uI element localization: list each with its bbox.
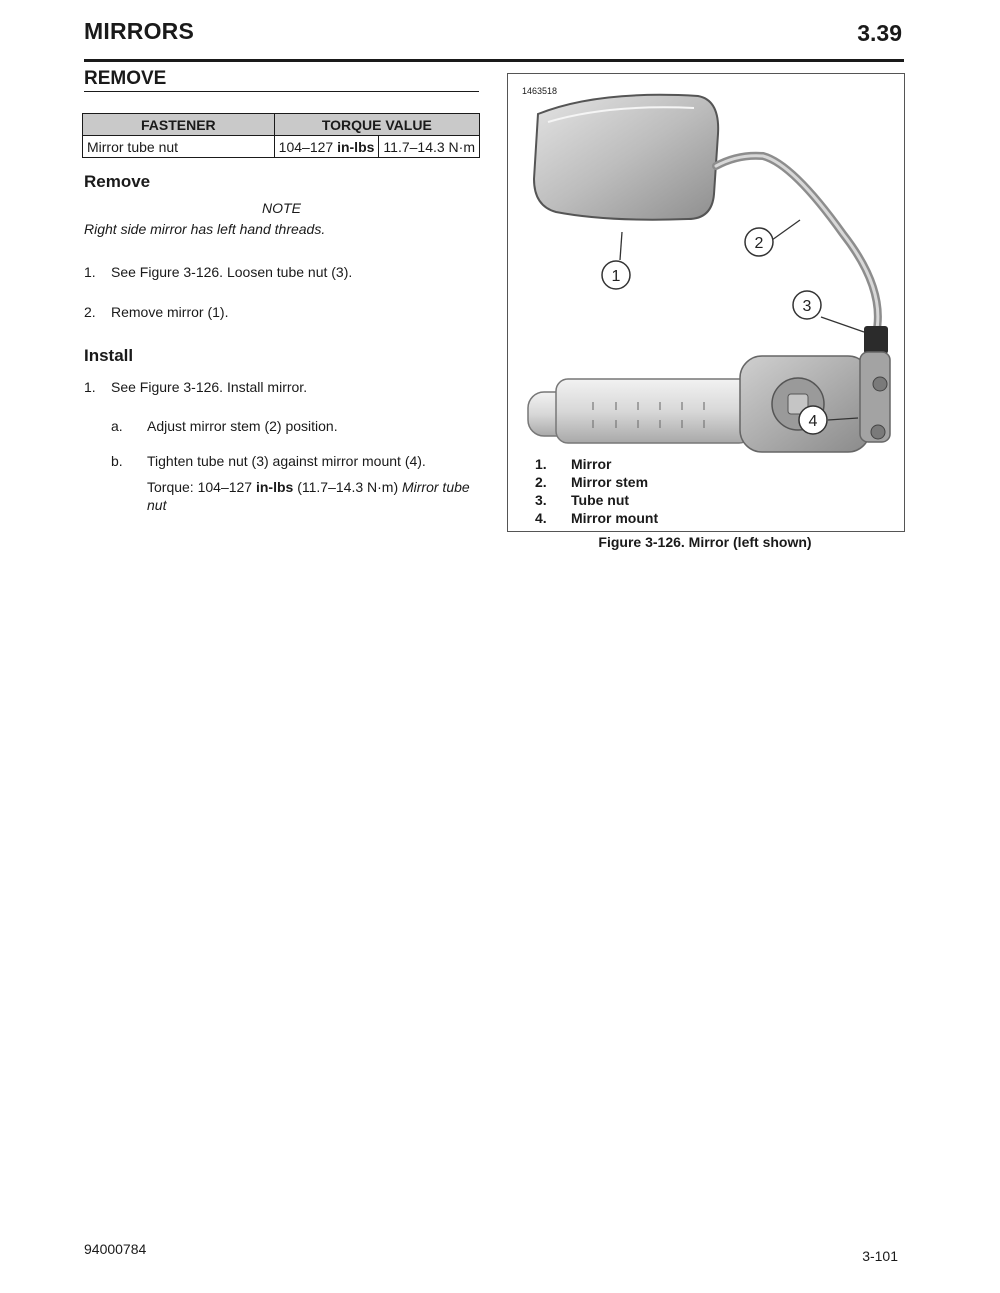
list-item [84, 264, 479, 282]
step-number: 1. [84, 379, 96, 395]
section-title: REMOVE [84, 68, 167, 89]
tube-nut [864, 326, 888, 354]
table-cell-metric: 11.7–14.3 N·m [379, 136, 480, 158]
install-heading: Install [84, 346, 134, 365]
mirror-head [534, 95, 718, 220]
list-item [84, 418, 479, 436]
list-item [84, 304, 479, 322]
table-cell-imperial: 104–127 in-lbs [274, 136, 379, 158]
list-item [84, 379, 479, 397]
substep-text: Adjust mirror stem (2) position. [147, 418, 338, 434]
substep-text: Tighten tube nut (3) against mirror mount (4). [147, 453, 426, 469]
step-text: Remove mirror (1). [111, 304, 229, 320]
table-cell-fastener: Mirror tube nut [83, 136, 275, 158]
callout-1: 1 [611, 268, 621, 285]
substep-letter: a. [111, 418, 123, 434]
note-label: NOTE [262, 200, 301, 216]
remove-heading: Remove [84, 172, 151, 191]
document-number: 94000784 [84, 1241, 147, 1257]
legend-item: 4. Mirror mount [535, 510, 659, 526]
legend-item: 3. Tube nut [535, 492, 630, 508]
step-number: 1. [84, 264, 96, 280]
header-rule [84, 59, 904, 62]
mirror-illustration [508, 74, 902, 454]
table-header-torque: TORQUE VALUE [274, 114, 479, 136]
callout-4: 4 [808, 413, 818, 430]
page-number: 3-101 [862, 1248, 898, 1264]
substep-letter: b. [111, 453, 123, 469]
callout-2: 2 [754, 235, 764, 252]
figure-caption: Figure 3-126. Mirror (left shown) [598, 534, 812, 550]
note-text: Right side mirror has left hand threads. [84, 221, 326, 237]
table-header-fastener: FASTENER [83, 114, 275, 136]
torque-spec: Torque: 104–127 in-lbs (11.7–14.3 N·m) Mirror tube nut [147, 479, 470, 513]
section-rule [84, 91, 479, 92]
step-text: See Figure 3-126. Install mirror. [111, 379, 308, 395]
legend-item: 1. Mirror [535, 456, 612, 472]
torque-table [82, 113, 480, 158]
legend-item: 2. Mirror stem [535, 474, 649, 490]
table-row [83, 136, 480, 158]
section-number: 3.39 [857, 20, 902, 46]
callout-3: 3 [802, 298, 812, 315]
list-item [84, 453, 479, 471]
step-number: 2. [84, 304, 96, 320]
page-title: MIRRORS [84, 18, 195, 44]
handlebar-grip [556, 379, 751, 443]
figure-id: 1463518 [522, 86, 558, 96]
step-text: See Figure 3-126. Loosen tube nut (3). [111, 264, 353, 280]
